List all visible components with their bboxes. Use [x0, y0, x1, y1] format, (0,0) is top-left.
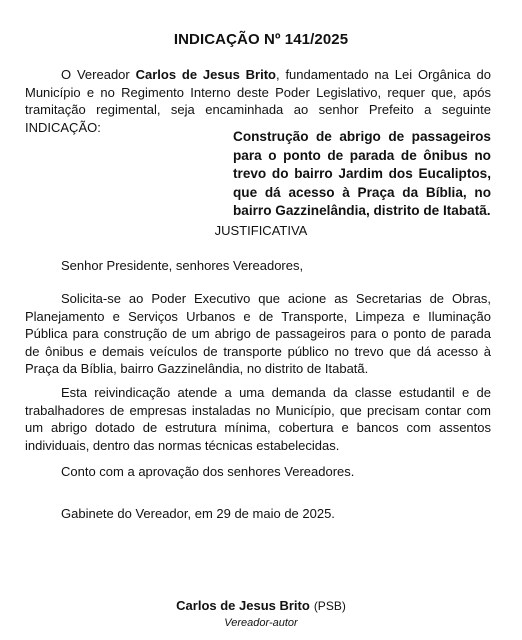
body-paragraph-2: Esta reivindicação atende a uma demanda da classe estudantil e de trabalhadores de empresas instaladas no Município, que precisam contar com um abrigo dotado de estrutura mínima, cobertura e bancos com assentos individuais, dentro das normas técnicas estabelecidas. — [25, 385, 491, 453]
signature-name: Carlos de Jesus Brito — [176, 598, 310, 613]
document-title: INDICAÇÃO Nº 141/2025 — [173, 31, 349, 48]
signature-line — [0, 598, 522, 613]
date-line: Gabinete do Vereador, em 29 de maio de 2025. — [61, 506, 335, 521]
justificativa-heading: JUSTIFICATIVA — [214, 223, 308, 238]
intro-paragraph — [25, 66, 491, 136]
closing-paragraph: Conto com a aprovação dos senhores Vereadores. — [61, 464, 355, 479]
greeting-paragraph: Senhor Presidente, senhores Vereadores, — [61, 258, 304, 273]
signature-party: (PSB) — [313, 599, 346, 613]
body-paragraph-1: Solicita-se ao Poder Executivo que acione as Secretarias de Obras, Planejamento e Serviços Urbanos e de Transporte, Limpeza e Iluminação Pública para construção de um abrigo de passageiros para o ponto de parada de ônibus e demais veículos de transporte público no trevo que dá acesso à Praça da Bíblia, bairro Gazzinelândia, no distrito de Itabatã. — [25, 291, 491, 377]
intro-prefix: O Vereador — [61, 67, 136, 82]
intro-suffix: , fundamentado na Lei Orgânica do Município e no Regimento Interno deste Poder Legislativo, requer que, após tramitação regimental, seja encaminhada ao senhor Prefeito a seguinte INDICAÇÃO: — [25, 67, 492, 135]
intro-author-name: Carlos de Jesus Brito — [135, 67, 276, 82]
signature-role: Vereador-autor — [224, 617, 298, 629]
indication-subject: Construção de abrigo de passageiros para o ponto de parada de ônibus no trevo do bairro Jardim dos Eucaliptos, que dá acesso à Praça da Bíblia, no bairro Gazzinelândia, distrito de Itabatã. — [233, 129, 491, 219]
